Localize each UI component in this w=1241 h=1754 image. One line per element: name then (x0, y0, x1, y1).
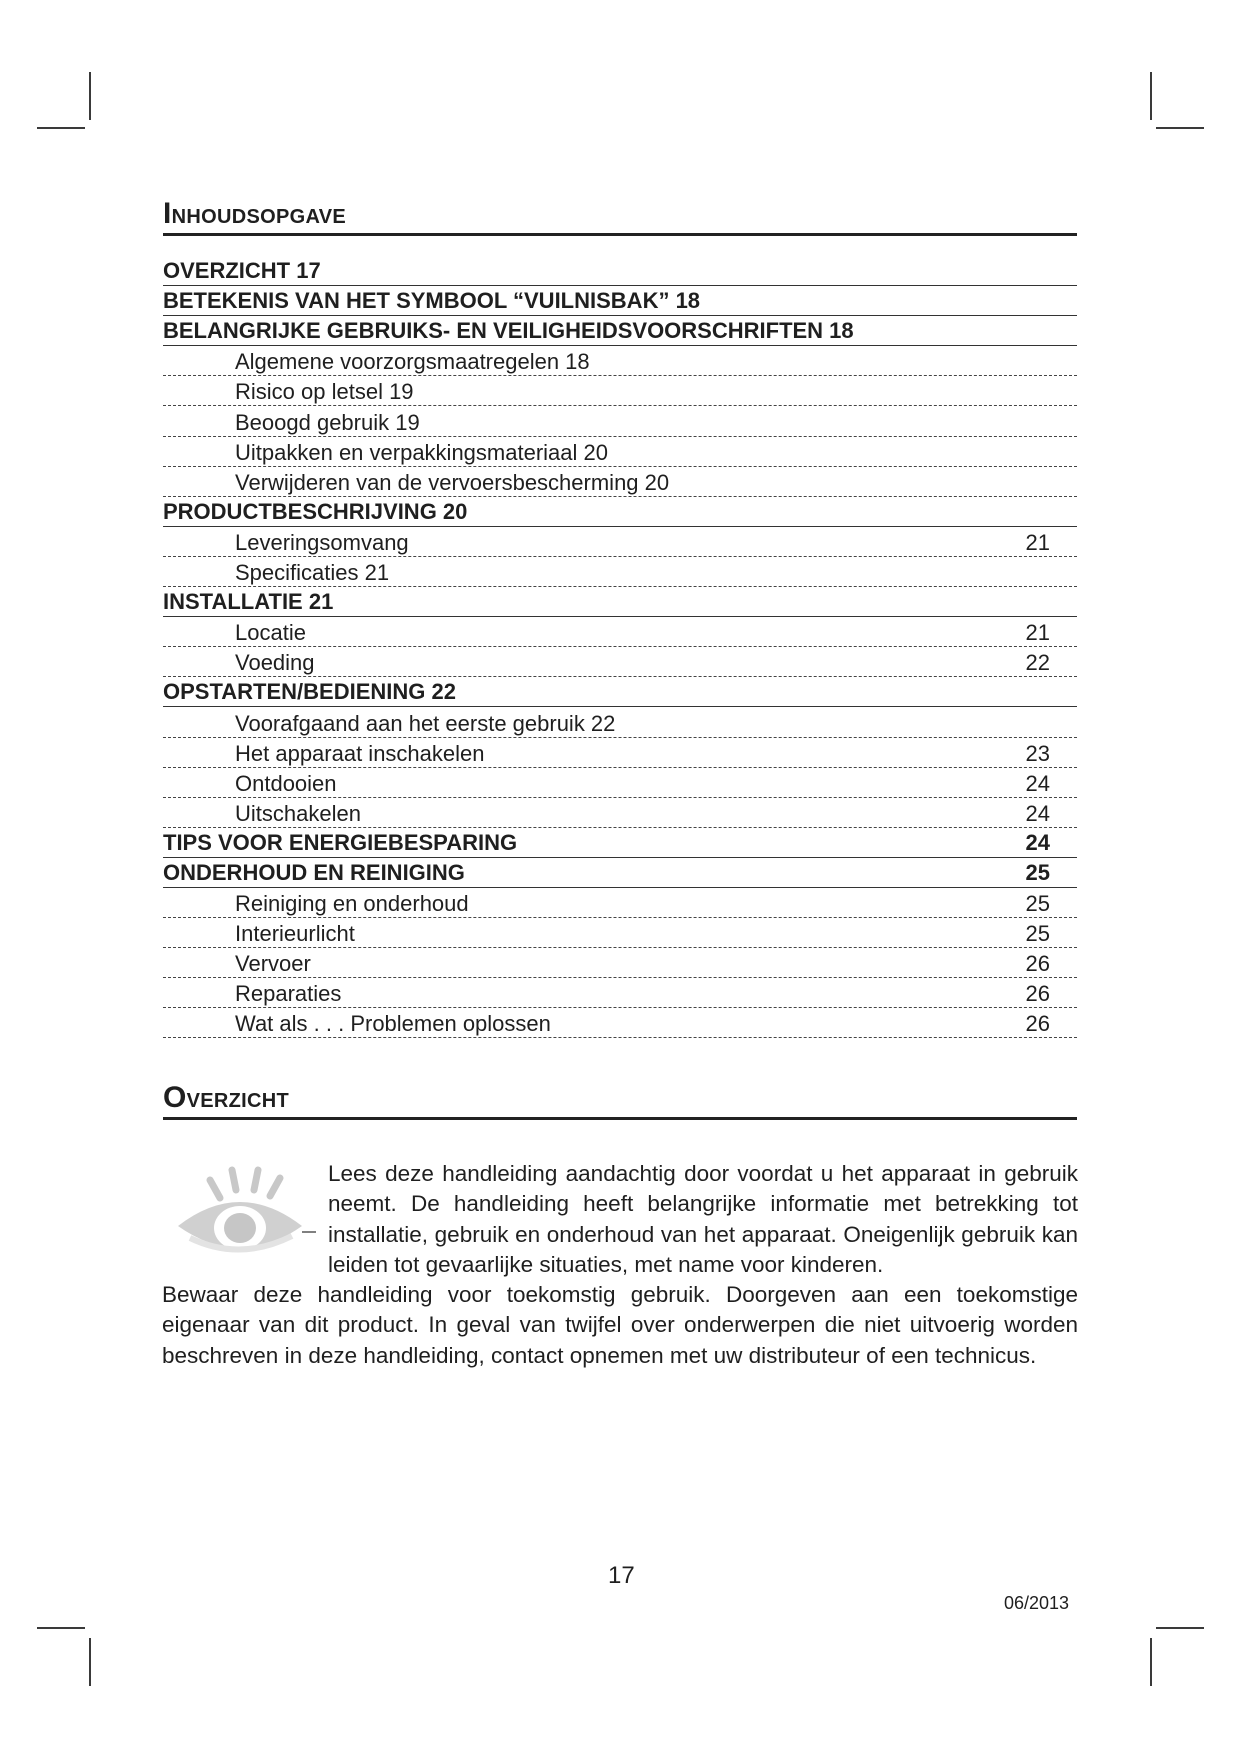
toc-page-number: 25 (1025, 891, 1050, 917)
toc-entry (163, 1008, 1077, 1038)
toc-section (163, 497, 1077, 527)
overview-paragraph-2: Bewaar deze handleiding voor toekomstig gebruik. Doorgeven aan een toekomstige eigenaar van dit product. In geval van twijfel over onderwerpen die niet uitvoerig worden beschreven in deze handleiding, contact opnemen met uw distributeur of een technicus. (162, 1282, 1078, 1368)
toc-title: Uitpakken en verpakkingsmateriaal 20 (235, 439, 608, 465)
toc-section (163, 256, 1077, 286)
toc-page-number: 22 (1025, 650, 1050, 676)
toc-page-number: 21 (1025, 529, 1050, 555)
toc-title: Het apparaat inschakelen (235, 740, 485, 766)
toc-entry (163, 888, 1077, 918)
toc-title: TIPS VOOR ENERGIEBESPARING (163, 829, 518, 855)
toc-title: Wat als . . . Problemen oplossen (235, 1011, 551, 1037)
toc-entry (163, 437, 1077, 467)
toc-title: Locatie (235, 620, 306, 646)
overview-paragraph-1: Lees deze handleiding aandachtig door voordat u het apparaat in gebruik neemt. De handleiding heeft belangrijke informatie met betrekking tot installatie, gebruik en onderhoud van het apparaat. Oneigenlijk gebruik kan leiden tot gevaarlijke situaties, met name voor kinderen. (328, 1161, 1078, 1277)
toc-title: Ontdooien (235, 770, 337, 796)
toc-title: Algemene voorzorgsmaatregelen 18 (235, 349, 590, 375)
toc-page-number: 24 (1025, 829, 1050, 855)
toc-entry (163, 376, 1077, 406)
toc-section (163, 828, 1077, 858)
toc-page-number: 24 (1025, 770, 1050, 796)
print-date: 06/2013 (1004, 1593, 1070, 1613)
crop-mark (89, 72, 91, 120)
toc-title: Uitschakelen (235, 800, 361, 826)
toc-page-number: 24 (1025, 800, 1050, 826)
toc-title: Risico op letsel 19 (235, 379, 414, 405)
toc-entry (163, 557, 1077, 587)
toc-heading: INHOUDSOPGAVE (163, 200, 1077, 236)
toc-page-number: 26 (1025, 951, 1050, 977)
eye-icon (170, 1160, 318, 1270)
toc-entry (163, 467, 1077, 497)
toc-title: INSTALLATIE 21 (163, 589, 334, 615)
toc-section (163, 587, 1077, 617)
toc-page-number: 26 (1025, 981, 1050, 1007)
toc-entry (163, 978, 1077, 1008)
toc-title: Leveringsomvang (235, 529, 409, 555)
toc-entry (163, 527, 1077, 557)
toc-page-number: 25 (1025, 859, 1050, 885)
toc-title: OVERZICHT 17 (163, 258, 321, 284)
toc-page-number: 25 (1025, 921, 1050, 947)
toc-page-number: 26 (1025, 1011, 1050, 1037)
toc-title: Verwijderen van de vervoersbescherming 20 (235, 469, 670, 495)
toc-entry (163, 948, 1077, 978)
toc-title: Vervoer (235, 951, 311, 977)
toc-entry (163, 617, 1077, 647)
toc-title: BELANGRIJKE GEBRUIKS- EN VEILIGHEIDSVOORSCHRIFTEN 18 (163, 318, 854, 344)
toc-entry (163, 918, 1077, 948)
crop-mark (37, 127, 85, 129)
crop-mark (37, 1627, 85, 1629)
toc-entry (163, 647, 1077, 677)
toc-entry (163, 768, 1077, 798)
crop-mark (1156, 1627, 1204, 1629)
toc-entry (163, 798, 1077, 828)
toc-section (163, 286, 1077, 316)
toc-title: Reiniging en onderhoud (235, 891, 469, 917)
toc-title: Voeding (235, 650, 315, 676)
toc-title: Beoogd gebruik 19 (235, 409, 420, 435)
toc-title: ONDERHOUD EN REINIGING (163, 859, 465, 885)
toc-title: Specificaties 21 (235, 560, 390, 586)
toc-title: Voorafgaand aan het eerste gebruik 22 (235, 710, 616, 736)
overview-heading: OVERZICHT (163, 1084, 1077, 1120)
toc-section (163, 316, 1077, 346)
toc-title: OPSTARTEN/BEDIENING 22 (163, 679, 456, 705)
toc-page-number: 23 (1025, 740, 1050, 766)
toc-entry (163, 707, 1077, 737)
toc-title: Interieurlicht (235, 921, 355, 947)
toc-title: Reparaties (235, 981, 342, 1007)
crop-mark (1150, 1638, 1152, 1686)
crop-mark (1156, 127, 1204, 129)
crop-mark (89, 1638, 91, 1686)
toc-title: PRODUCTBESCHRIJVING 20 (163, 498, 468, 524)
toc-entry (163, 346, 1077, 376)
toc-title: BETEKENIS VAN HET SYMBOOL “VUILNISBAK” 18 (163, 288, 701, 314)
toc-section (163, 858, 1077, 888)
toc-page-number: 21 (1025, 620, 1050, 646)
table-of-contents (163, 256, 1077, 1038)
toc-entry (163, 406, 1077, 436)
toc-entry (163, 738, 1077, 768)
crop-mark (1150, 72, 1152, 120)
page-number: 17 (608, 1562, 635, 1589)
toc-section (163, 677, 1077, 707)
